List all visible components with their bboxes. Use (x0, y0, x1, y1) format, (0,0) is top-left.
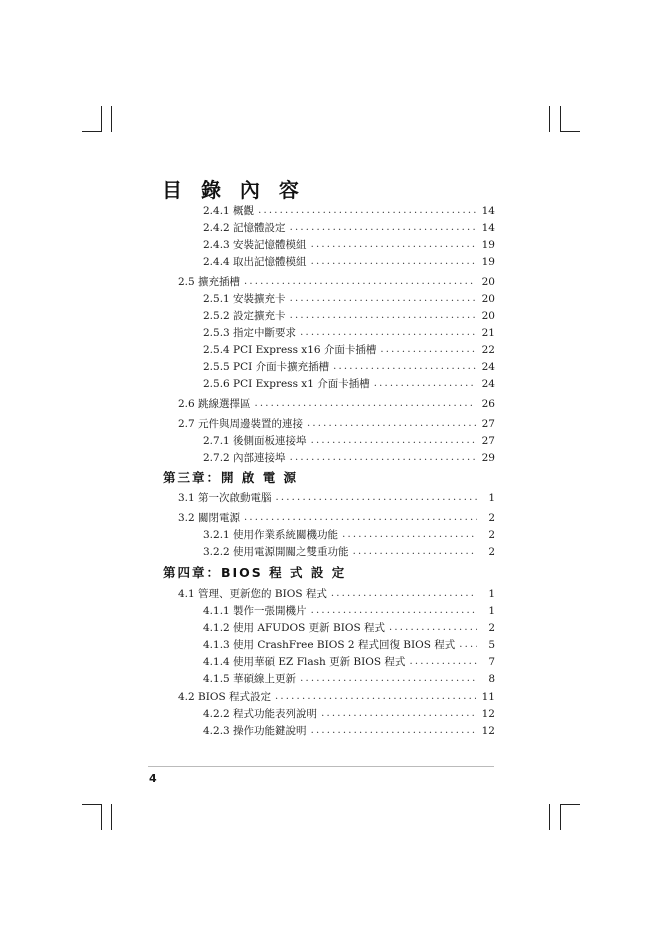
toc-entry-page: 2 (488, 529, 495, 541)
toc-entry[interactable] (203, 671, 495, 687)
toc-entry[interactable] (203, 325, 495, 341)
toc-entry[interactable] (178, 274, 495, 290)
toc-entry-page: 20 (481, 310, 495, 322)
toc-entry[interactable] (203, 603, 495, 619)
toc-entry-label: 2.4.2 記憶體設定 (203, 222, 286, 234)
toc-entry-label: 4.1.5 華碩線上更新 (203, 673, 297, 685)
toc-entry[interactable] (203, 237, 495, 253)
dot-leader (290, 291, 476, 307)
toc-entry-page: 22 (481, 344, 495, 356)
dot-leader (311, 237, 476, 253)
toc-entry-page: 27 (481, 418, 495, 430)
chapter-heading[interactable]: 第三章：開 啟 電 源 (163, 470, 299, 485)
dot-leader (244, 510, 477, 526)
dot-leader (290, 220, 476, 236)
dot-leader (300, 325, 476, 341)
toc-entry[interactable] (203, 376, 495, 392)
dot-leader (290, 308, 476, 324)
toc-entry-label: 4.1.3 使用 CrashFree BIOS 2 程式回復 BIOS 程式 (203, 639, 456, 651)
toc-entry[interactable] (203, 291, 495, 307)
dot-leader (307, 416, 476, 432)
dot-leader (342, 527, 477, 543)
toc-entry-page: 14 (481, 205, 495, 217)
toc-entry-page: 12 (481, 725, 495, 737)
toc-entry-label: 2.4.3 安裝記憶體模組 (203, 239, 307, 251)
toc-entry-label: 2.4.4 取出記憶體模組 (203, 256, 307, 268)
dot-leader (290, 450, 476, 466)
toc-entry[interactable] (178, 396, 495, 412)
chapter-heading[interactable]: 第四章：BIOS 程 式 設 定 (163, 565, 347, 580)
dot-leader (258, 203, 476, 219)
toc-entry[interactable] (203, 706, 495, 722)
toc-entry[interactable] (178, 416, 495, 432)
toc-entry-label: 4.1 管理、更新您的 BIOS 程式 (178, 588, 327, 600)
dot-leader (409, 654, 477, 670)
toc-entry-page: 1 (488, 492, 495, 504)
toc-entry-page: 24 (481, 378, 495, 390)
dot-leader (311, 723, 476, 739)
toc-entry-page: 19 (481, 256, 495, 268)
dot-leader (255, 396, 476, 412)
toc-entry[interactable] (203, 220, 495, 236)
toc-entry[interactable] (178, 490, 495, 506)
toc-entry-page: 26 (481, 398, 495, 410)
dot-leader (244, 274, 476, 290)
footer-rule (148, 766, 494, 767)
toc-entry-label: 4.2.3 操作功能鍵說明 (203, 725, 307, 737)
toc-entry-page: 29 (481, 452, 495, 464)
dot-leader (333, 359, 475, 375)
dot-leader (331, 586, 477, 602)
dot-leader (275, 689, 476, 705)
toc-entry-label: 2.5.2 設定擴充卡 (203, 310, 286, 322)
toc-entry-page: 20 (481, 293, 495, 305)
toc-entry-label: 2.5.1 安裝擴充卡 (203, 293, 286, 305)
toc-entry-label: 4.1.1 製作一張開機片 (203, 605, 307, 617)
toc-entry-label: 4.2 BIOS 程式設定 (178, 691, 272, 703)
toc-entry-label: 2.5.6 PCI Express x1 介面卡插槽 (203, 378, 370, 390)
toc-entry-label: 2.5.3 指定中斷要求 (203, 327, 297, 339)
dot-leader (300, 671, 477, 687)
toc-entry-page: 2 (488, 622, 495, 634)
toc-entry-page: 20 (481, 276, 495, 288)
toc-entry-page: 7 (488, 656, 495, 668)
toc-entry-page: 27 (481, 435, 495, 447)
dot-leader (311, 254, 476, 270)
dot-leader (321, 706, 476, 722)
toc-entry-page: 1 (488, 605, 495, 617)
dot-leader (374, 376, 476, 392)
dot-leader (353, 544, 477, 560)
page-number: 4 (149, 772, 157, 785)
toc-entry-label: 2.5.5 PCI 介面卡擴充插槽 (203, 361, 330, 373)
toc-entry-label: 2.5.4 PCI Express x16 介面卡插槽 (203, 344, 377, 356)
toc-entry-label: 3.2 關閉電源 (178, 512, 241, 524)
toc-entry[interactable] (178, 510, 495, 526)
toc-entry-page: 14 (481, 222, 495, 234)
toc-entry-label: 2.5 擴充插槽 (178, 276, 241, 288)
page-title: 目 錄 內 容 (162, 178, 305, 202)
dot-leader (311, 603, 477, 619)
dot-leader (380, 342, 475, 358)
toc-entry-label: 4.1.4 使用華碩 EZ Flash 更新 BIOS 程式 (203, 656, 406, 668)
toc-entry-page: 1 (488, 588, 495, 600)
toc-entry[interactable] (178, 689, 495, 705)
toc-entry[interactable] (203, 723, 495, 739)
toc-entry[interactable] (203, 433, 495, 449)
toc-entry[interactable] (203, 527, 495, 543)
toc-entry[interactable] (203, 450, 495, 466)
toc-entry[interactable] (203, 203, 495, 219)
toc-entry-page: 8 (488, 673, 495, 685)
toc-entry-label: 3.1 第一次啟動電腦 (178, 492, 272, 504)
toc-entry-label: 3.2.2 使用電源開關之雙重功能 (203, 546, 349, 558)
toc-entry-page: 24 (481, 361, 495, 373)
dot-leader (276, 490, 477, 506)
toc-entry[interactable] (203, 342, 495, 358)
toc-entry-label: 2.6 跳線選擇區 (178, 398, 251, 410)
toc-entry[interactable] (203, 254, 495, 270)
toc-entry-label: 2.7 元件與周邊裝置的連接 (178, 418, 304, 430)
toc-entry[interactable] (203, 544, 495, 560)
toc-entry-label: 2.4.1 概觀 (203, 205, 255, 217)
dot-leader (311, 433, 476, 449)
toc-entry-page: 2 (488, 546, 495, 558)
toc-entry[interactable] (203, 620, 495, 636)
toc-entry-page: 5 (488, 639, 495, 651)
toc-entry[interactable] (203, 637, 495, 653)
toc-entry-page: 19 (481, 239, 495, 251)
toc-entry-label: 4.2.2 程式功能表列說明 (203, 708, 318, 720)
toc-entry-label: 4.1.2 使用 AFUDOS 更新 BIOS 程式 (203, 622, 386, 634)
toc-entry[interactable] (203, 308, 495, 324)
toc-entry[interactable] (203, 359, 495, 375)
toc-entry-page: 21 (481, 327, 495, 339)
toc-entry-page: 2 (488, 512, 495, 524)
toc-entry-label: 2.7.1 後側面板連接埠 (203, 435, 307, 447)
dot-leader (459, 637, 477, 653)
dot-leader (389, 620, 477, 636)
toc-entry-label: 3.2.1 使用作業系統關機功能 (203, 529, 339, 541)
toc-entry[interactable] (203, 654, 495, 670)
toc-entry[interactable] (178, 586, 495, 602)
toc-entry-page: 12 (481, 708, 495, 720)
toc-entry-label: 2.7.2 內部連接埠 (203, 452, 286, 464)
toc-entry-page: 11 (481, 691, 495, 703)
